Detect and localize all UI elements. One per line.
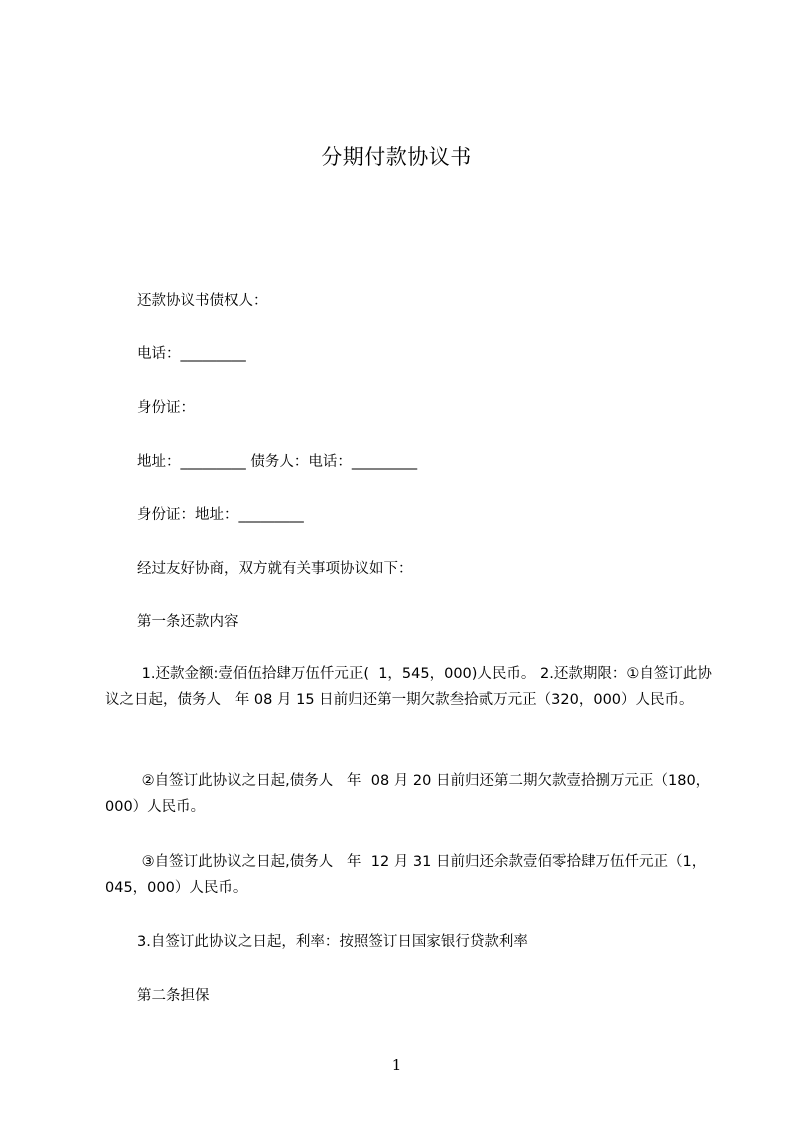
creditor-phone-line: 电话：_________	[137, 346, 246, 362]
page-number: 1	[391, 1056, 402, 1074]
interest-rate-line: 3.自签订此协议之日起，利率：按照签订日国家银行贷款利率	[137, 934, 528, 950]
article-two-heading: 第二条担保	[137, 988, 210, 1004]
repayment-amount-paragraph: 1.还款金额:壹佰伍拾肆万伍仟元正( 1，545，000)人民币。 2.还款期限：①自签订此协议之日起，债务人 年 08 月 15 日前归还第一期欠款叁拾贰万元正（320，000）人民币。	[105, 666, 712, 708]
second-installment-paragraph: ②自签订此协议之日起,债务人 年 08 月 20 日前归还第二期欠款壹拾捌万元正（180，000）人民币。	[105, 773, 711, 815]
document-title: 分期付款协议书	[321, 145, 472, 169]
address-debtor-line: 地址：_________ 债务人：电话：_________	[137, 454, 418, 470]
third-installment-paragraph: ③自签订此协议之日起,债务人 年 12 月 31 日前归还余款壹佰零拾肆万伍仟元正（1，045，000）人民币。	[105, 854, 707, 896]
creditor-line: 还款协议书债权人：	[137, 293, 268, 309]
article-one-heading: 第一条还款内容	[137, 614, 239, 630]
creditor-id-line: 身份证：	[137, 400, 195, 416]
consultation-line: 经过友好协商，双方就有关事项协议如下：	[137, 561, 413, 577]
debtor-id-address-line: 身份证：地址：_________	[137, 507, 304, 523]
